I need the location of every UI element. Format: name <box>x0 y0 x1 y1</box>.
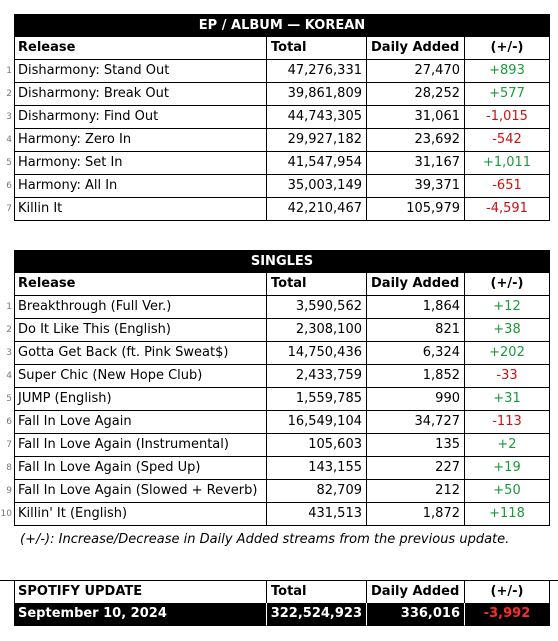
daily-added: 27,470 <box>366 60 464 83</box>
release-name: Killin' It (English) <box>14 503 266 526</box>
summary-header-diff: (+/-) <box>464 581 550 604</box>
summary-diff: -3,992 <box>464 603 550 626</box>
row-number: 2 <box>6 325 12 335</box>
diff-value: -4,591 <box>464 198 550 221</box>
header-daily-added: Daily Added <box>366 273 464 296</box>
diff-value: +38 <box>464 319 550 342</box>
row-number: 4 <box>6 371 12 381</box>
singles-table <box>0 250 558 521</box>
daily-added: 6,324 <box>366 342 464 365</box>
daily-added: 1,872 <box>366 503 464 526</box>
summary-total: 322,524,923 <box>266 603 366 626</box>
singles-header-row <box>0 273 558 296</box>
total-streams: 143,155 <box>266 457 366 480</box>
release-name: Breakthrough (Full Ver.) <box>14 296 266 319</box>
diff-value: -1,015 <box>464 106 550 129</box>
release-name: Super Chic (New Hope Club) <box>14 365 266 388</box>
daily-added: 821 <box>366 319 464 342</box>
table-row <box>0 503 558 526</box>
table-row <box>0 457 558 480</box>
header-release: Release <box>14 273 266 296</box>
row-number: 6 <box>6 181 12 191</box>
diff-value: +12 <box>464 296 550 319</box>
header-diff: (+/-) <box>464 273 550 296</box>
total-streams: 47,276,331 <box>266 60 366 83</box>
legend-note: (+/-): Increase/Decrease in Daily Added streams from the previous update. <box>20 532 510 547</box>
row-number: 1 <box>6 302 12 312</box>
total-streams: 14,750,436 <box>266 342 366 365</box>
daily-added: 31,167 <box>366 152 464 175</box>
header-daily-added: Daily Added <box>366 37 464 60</box>
table-row <box>0 342 558 365</box>
header-diff: (+/-) <box>464 37 550 60</box>
diff-value: +2 <box>464 434 550 457</box>
diff-value: -33 <box>464 365 550 388</box>
table-row <box>0 411 558 434</box>
diff-value: -542 <box>464 129 550 152</box>
diff-value: +202 <box>464 342 550 365</box>
diff-value: -113 <box>464 411 550 434</box>
total-streams: 3,590,562 <box>266 296 366 319</box>
table-row <box>0 388 558 411</box>
release-name: Fall In Love Again (Slowed + Reverb) <box>14 480 266 503</box>
table-row <box>0 319 558 342</box>
table-row <box>0 198 558 221</box>
daily-added: 135 <box>366 434 464 457</box>
total-streams: 16,549,104 <box>266 411 366 434</box>
daily-added: 1,864 <box>366 296 464 319</box>
summary-header-daily-added: Daily Added <box>366 581 464 604</box>
release-name: Do It Like This (English) <box>14 319 266 342</box>
row-number: 10 <box>0 509 12 519</box>
diff-value: +577 <box>464 83 550 106</box>
total-streams: 1,559,785 <box>266 388 366 411</box>
daily-added: 31,061 <box>366 106 464 129</box>
release-name: Disharmony: Stand Out <box>14 60 266 83</box>
total-streams: 29,927,182 <box>266 129 366 152</box>
table-row <box>0 296 558 319</box>
total-streams: 2,308,100 <box>266 319 366 342</box>
summary-header-row <box>0 580 558 603</box>
summary-header-label: SPOTIFY UPDATE <box>14 581 266 604</box>
summary-row <box>0 603 558 626</box>
diff-value: +19 <box>464 457 550 480</box>
table-row <box>0 106 558 129</box>
total-streams: 431,513 <box>266 503 366 526</box>
diff-value: +893 <box>464 60 550 83</box>
album-table-title: EP / ALBUM — KOREAN <box>14 14 550 37</box>
singles-table-title: SINGLES <box>14 250 550 273</box>
row-number: 6 <box>6 417 12 427</box>
total-streams: 42,210,467 <box>266 198 366 221</box>
header-total: Total <box>266 273 366 296</box>
row-number: 9 <box>6 486 12 496</box>
summary-date: September 10, 2024 <box>14 603 266 626</box>
daily-added: 1,852 <box>366 365 464 388</box>
release-name: Fall In Love Again (Sped Up) <box>14 457 266 480</box>
total-streams: 44,743,305 <box>266 106 366 129</box>
release-name: JUMP (English) <box>14 388 266 411</box>
table-row <box>0 152 558 175</box>
daily-added: 39,371 <box>366 175 464 198</box>
row-number: 3 <box>6 112 12 122</box>
album-table <box>0 14 558 216</box>
table-row <box>0 60 558 83</box>
row-number: 5 <box>6 158 12 168</box>
daily-added: 990 <box>366 388 464 411</box>
row-number: 7 <box>6 440 12 450</box>
release-name: Killin It <box>14 198 266 221</box>
summary-header-total: Total <box>266 581 366 604</box>
daily-added: 212 <box>366 480 464 503</box>
row-number: 3 <box>6 348 12 358</box>
release-name: Harmony: Set In <box>14 152 266 175</box>
table-row <box>0 83 558 106</box>
release-name: Gotta Get Back (ft. Pink Sweat$) <box>14 342 266 365</box>
row-number: 8 <box>6 463 12 473</box>
table-row <box>0 129 558 152</box>
daily-added: 227 <box>366 457 464 480</box>
total-streams: 41,547,954 <box>266 152 366 175</box>
daily-added: 28,252 <box>366 83 464 106</box>
diff-value: +31 <box>464 388 550 411</box>
release-name: Disharmony: Find Out <box>14 106 266 129</box>
release-name: Harmony: All In <box>14 175 266 198</box>
diff-value: +1,011 <box>464 152 550 175</box>
table-row <box>0 434 558 457</box>
release-name: Harmony: Zero In <box>14 129 266 152</box>
daily-added: 23,692 <box>366 129 464 152</box>
header-release: Release <box>14 37 266 60</box>
table-row <box>0 175 558 198</box>
diff-value: +50 <box>464 480 550 503</box>
table-row <box>0 365 558 388</box>
daily-added: 105,979 <box>366 198 464 221</box>
total-streams: 2,433,759 <box>266 365 366 388</box>
release-name: Fall In Love Again <box>14 411 266 434</box>
summary-daily-added: 336,016 <box>366 603 464 626</box>
diff-value: -651 <box>464 175 550 198</box>
album-header-row <box>0 37 558 60</box>
row-number: 7 <box>6 204 12 214</box>
total-streams: 39,861,809 <box>266 83 366 106</box>
total-streams: 105,603 <box>266 434 366 457</box>
diff-value: +118 <box>464 503 550 526</box>
header-total: Total <box>266 37 366 60</box>
total-streams: 82,709 <box>266 480 366 503</box>
row-number: 2 <box>6 89 12 99</box>
table-row <box>0 480 558 503</box>
summary-table <box>0 580 558 626</box>
total-streams: 35,003,149 <box>266 175 366 198</box>
release-name: Fall In Love Again (Instrumental) <box>14 434 266 457</box>
daily-added: 34,727 <box>366 411 464 434</box>
release-name: Disharmony: Break Out <box>14 83 266 106</box>
row-number: 5 <box>6 394 12 404</box>
row-number: 4 <box>6 135 12 145</box>
row-number: 1 <box>6 66 12 76</box>
